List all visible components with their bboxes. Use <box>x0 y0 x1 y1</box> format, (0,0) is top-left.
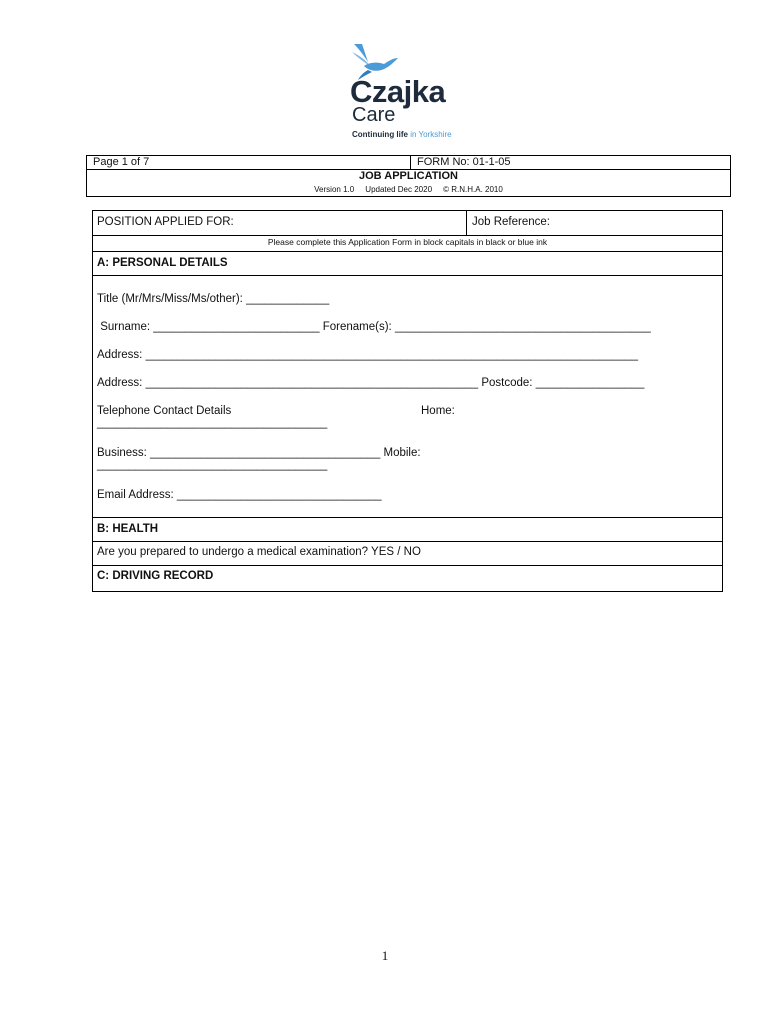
medical-question[interactable]: Are you prepared to undergo a medical examination? YES / NO <box>97 546 421 558</box>
instructions-row <box>93 235 722 252</box>
personal-details-body <box>93 275 722 518</box>
version-info: Version 1.0 Updated Dec 2020 © R.N.H.A. 2010 <box>314 185 503 194</box>
brand-subtitle: Care <box>352 104 396 126</box>
page-indicator: Page 1 of 7 <box>93 156 150 168</box>
position-row <box>93 211 722 236</box>
section-b-row <box>93 517 722 542</box>
telephone-rule[interactable]: ____________________________________ <box>97 417 328 429</box>
section-c-row <box>93 565 722 589</box>
telephone-label: Telephone Contact Details <box>97 405 232 417</box>
company-logo <box>346 42 486 142</box>
section-b-heading: B: HEALTH <box>97 523 159 535</box>
tagline <box>352 130 452 139</box>
business-rule[interactable]: ____________________________________ <box>97 459 328 471</box>
instructions-text: Please complete this Application Form in block capitals in black or blue ink <box>267 237 548 247</box>
address-postcode-field[interactable]: Address: ____________________________________________________ Postcode: _________________ <box>97 377 645 389</box>
header-row <box>87 156 730 170</box>
page-number: 1 <box>381 948 389 963</box>
section-a-row <box>93 251 722 276</box>
email-field[interactable]: Email Address: ________________________________ <box>97 489 382 501</box>
form-number: FORM No: 01-1-05 <box>417 156 511 168</box>
form-title: JOB APPLICATION <box>358 170 458 182</box>
form-header <box>86 155 731 197</box>
position-applied-label: POSITION APPLIED FOR: <box>97 216 234 228</box>
row-divider <box>466 211 467 235</box>
business-mobile-field[interactable]: Business: ____________________________________ Mobile: <box>97 447 421 459</box>
medical-row <box>93 541 722 566</box>
section-a-heading: A: PERSONAL DETAILS <box>97 257 228 269</box>
job-reference-label: Job Reference: <box>472 216 550 228</box>
tagline-bold: Continuing life <box>352 130 408 139</box>
brand-name: Czajka <box>350 74 446 109</box>
home-phone-label[interactable]: Home: <box>421 405 455 417</box>
address-field-1[interactable]: Address: _____________________________________________________________________________ <box>97 349 639 361</box>
title-field[interactable]: Title (Mr/Mrs/Miss/Ms/other): _____________ <box>97 293 330 305</box>
header-divider <box>410 156 411 169</box>
section-c-heading: C: DRIVING RECORD <box>97 570 214 582</box>
tagline-highlight: in Yorkshire <box>410 130 452 139</box>
application-form <box>92 210 723 592</box>
surname-forename-field[interactable]: Surname: __________________________ Forename(s): ________________________________________ <box>97 321 651 333</box>
